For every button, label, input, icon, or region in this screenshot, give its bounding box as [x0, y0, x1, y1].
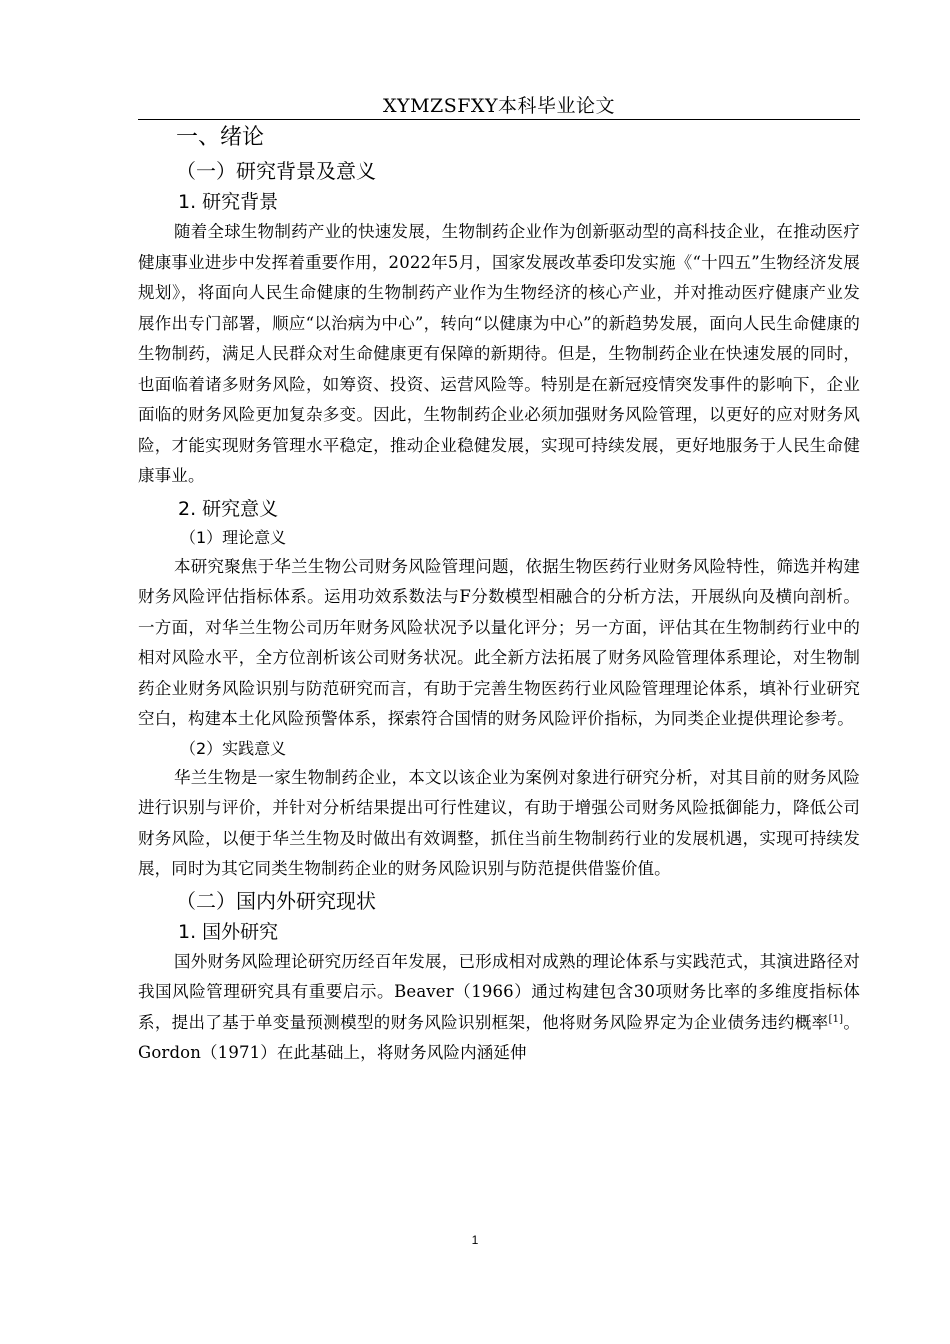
citation-ref[interactable]: [1]: [828, 1013, 844, 1025]
paragraph-foreign-research: [138, 947, 860, 1069]
document-body: [138, 120, 860, 1069]
paragraph-text-part-1: 国外财务风险理论研究历经百年发展，已形成相对成熟的理论体系与实践范式，其演进路径对我国风险管理研究具有重要启示。Beaver（1966）通过构建包含30项财务比率的多维度指标体系，提出了基于单变量预测模型的财务风险识别框架，他将财务风险界定为企业债务违约概率: [138, 951, 860, 1032]
section-heading-background: （一）研究背景及意义: [176, 159, 376, 183]
paragraph-background: 随着全球生物制药产业的快速发展，生物制药企业作为创新驱动型的高科技企业，在推动医疗健康事业进步中发挥着重要作用，2022年5月，国家发展改革委印发实施《“十四五”生物经济发展规划》，将面向人民生命健康的生物制药产业作为生物经济的核心产业，并对推动医疗健康产业发展作出专门部署，顺应“以治病为中心”，转向“以健康为中心”的新趋势发展，面向人民生命健康的生物制药，满足人民群众对生命健康更有保障的新期待。但是，生物制药企业在快速发展的同时，也面临着诸多财务风险，如筹资、投资、运营风险等。特别是在新冠疫情突发事件的影响下，企业面临的财务风险更加复杂多变。因此，生物制药企业必须加强财务风险管理，以更好的应对财务风险，才能实现财务管理水平稳定，推动企业稳健发展，实现可持续发展，更好地服务于人民生命健康事业。: [138, 222, 860, 485]
subsection-heading-foreign: 1. 国外研究: [178, 920, 279, 943]
page-header: XYMZSFXY本科毕业论文: [383, 95, 615, 117]
heading-theoretical-significance: （1）理论意义: [180, 527, 287, 547]
paragraph-text-part-2: 。Gordon（1971）在此基础上，将财务风险内涵延伸: [138, 1012, 860, 1062]
heading-practical-significance: （2）实践意义: [180, 738, 287, 758]
paragraph-practical: 华兰生物是一家生物制药企业，本文以该企业为案例对象进行研究分析，对其目前的财务风险进行识别与评价，并针对分析结果提出可行性建议，有助于增强公司财务风险抵御能力，降低公司财务风险，以便于华兰生物及时做出有效调整，抓住当前生物制药行业的发展机遇，实现可持续发展，同时为其它同类生物制药企业的财务风险识别与防范提供借鉴价值。: [138, 767, 860, 878]
chapter-heading: 一、绪论: [176, 125, 265, 150]
paragraph-theoretical: 本研究聚焦于华兰生物公司财务风险管理问题，依据生物医药行业财务风险特性，筛选并构建财务风险评估指标体系。运用功效系数法与F分数模型相融合的分析方法，开展纵向及横向剖析。一方面，对华兰生物公司历年财务风险状况予以量化评分；另一方面，评估其在生物制药行业中的相对风险水平，全方位剖析该公司财务状况。此全新方法拓展了财务风险管理体系理论，对生物制药企业财务风险识别与防范研究而言，有助于完善生物医药行业风险管理理论体系，填补行业研究空白，构建本土化风险预警体系，探索符合国情的财务风险评价指标，为同类企业提供理论参考。: [138, 556, 860, 728]
page-number: 1: [471, 1233, 479, 1247]
subsection-heading-significance: 2. 研究意义: [178, 497, 279, 520]
subsection-heading-background: 1. 研究背景: [178, 191, 279, 213]
section-heading-literature: （二）国内外研究现状: [176, 888, 376, 913]
